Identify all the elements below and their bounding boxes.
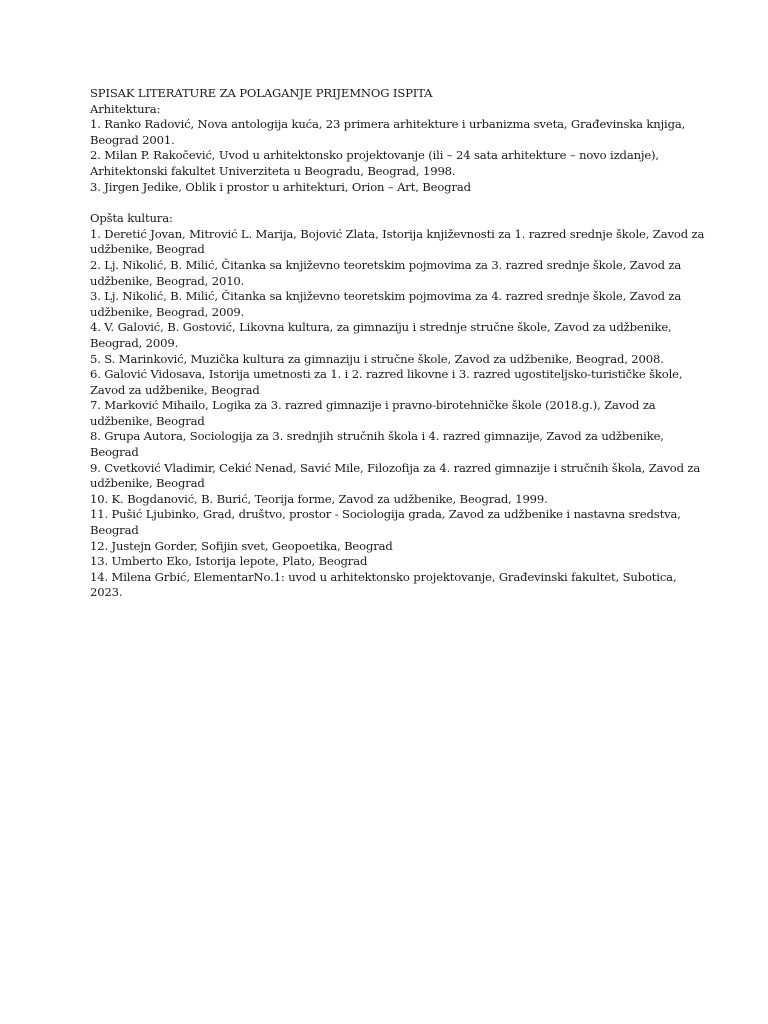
list-item: 3. Lj. Nikolić, B. Milić, Čitanka sa književno teoretskim pojmovima za 4. razred srednje škole, Zavod za udžbenike, Beograd, 2009. bbox=[90, 289, 682, 319]
list-item: 9. Cvetković Vladimir, Cekić Nenad, Savić Mile, Filozofija za 4. razred gimnazije i stručnih škola, Zavod za udžbenike, Beograd bbox=[90, 460, 701, 491]
list-item: 2. Lj. Nikolić, B. Milić, Čitanka sa književno teoretskim pojmovima za 3. razred srednje škole, Zavod za udžbenike, Beograd, 2010. bbox=[90, 257, 682, 288]
list-item: 8. Grupa Autora, Sociologija za 3. srednjih stručnih škola i 4. razred gimnazije, Zavod za udžbenike, Beograd bbox=[90, 429, 664, 460]
list-item: 2. Milan P. Rakočević, Uvod u arhitektonsko projektovanje (ili – 24 sata arhitekture – novo izdanje), Arhitektonski fakultet Univerziteta u Beogradu, Beograd, 1998. bbox=[90, 148, 659, 178]
list-item: 11. Pušić Ljubinko, Grad, društvo, prostor - Sociologija grada, Zavod za udžbenike i nastavna sredstva, Beograd bbox=[90, 507, 681, 538]
document-page bbox=[90, 86, 710, 601]
list-item: 1. Deretić Jovan, Mitrović L. Marija, Bojović Zlata, Istorija književnosti za 1. razred srednje škole, Zavod za udžbenike, Beograd bbox=[90, 226, 705, 257]
section-heading-arhitektura: Arhitektura: bbox=[90, 101, 161, 116]
list-item: 3. Jirgen Jedike, Oblik i prostor u arhitekturi, Orion – Art, Beograd bbox=[90, 179, 471, 194]
list-item: 10. K. Bogdanović, B. Burić, Teorija forme, Zavod za udžbenike, Beograd, 1999. bbox=[90, 491, 548, 506]
list-item: 13. Umberto Eko, Istorija lepote, Plato, Beograd bbox=[90, 554, 368, 569]
list-item: 1. Ranko Radović, Nova antologija kuća, 23 primera arhitekture i urbanizma sveta, Građevinska knjiga, Beograd 2001. bbox=[90, 117, 686, 147]
list-item: 4. V. Galović, B. Gostović, Likovna kultura, za gimnaziju i strednje stručne škole, Zavod za udžbenike, Beograd, 2009. bbox=[90, 320, 672, 350]
list-item: 12. Justejn Gorder, Sofijin svet, Geopoetika, Beograd bbox=[90, 538, 393, 553]
document-title: SPISAK LITERATURE ZA POLAGANJE PRIJEMNOG ISPITA bbox=[90, 86, 433, 100]
section-heading-opsta-kultura: Opšta kultura: bbox=[90, 211, 173, 226]
list-item: 5. S. Marinković, Muzička kultura za gimnaziju i stručne škole, Zavod za udžbenike, Beograd, 2008. bbox=[90, 351, 664, 366]
list-item: 7. Marković Mihailo, Logika za 3. razred gimnazije i pravno-birotehničke škole (2018.g.), Zavod za udžbenike, Beograd bbox=[90, 398, 656, 428]
section-spacer bbox=[90, 195, 710, 211]
list-item: 14. Milena Grbić, ElementarNo.1: uvod u arhitektonsko projektovanje, Građevinski fakultet, Subotica, 2023. bbox=[90, 569, 677, 600]
list-item: 6. Galović Vidosava, Istorija umetnosti za 1. i 2. razred likovne i 3. razred ugostiteljsko-turističke škole, Zavod za udžbenike, Beograd bbox=[90, 367, 683, 397]
